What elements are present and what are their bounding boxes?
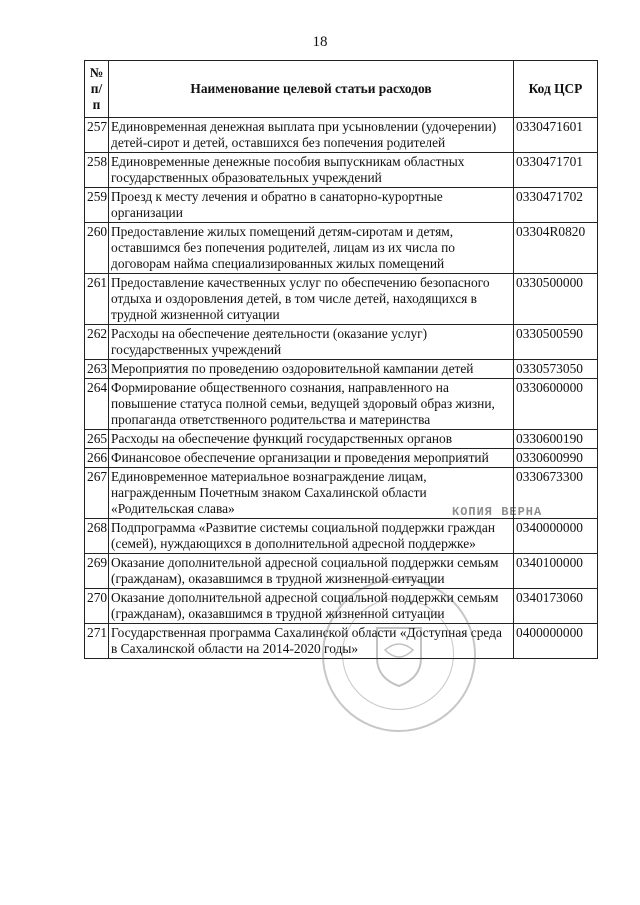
- row-code: 0400000000: [514, 624, 598, 659]
- row-name: Оказание дополнительной адресной социальной поддержки семьям (гражданам), оказавшимся в трудной жизненной ситуации: [109, 589, 514, 624]
- row-code: 0330673300: [514, 468, 598, 519]
- budget-code-table: [84, 60, 598, 659]
- row-number: 258: [85, 153, 109, 188]
- row-name: Предоставление жилых помещений детям-сиротам и детям, оставшимся без попечения родителей, лицам из их числа по договорам найма специализированных жилых помещений: [109, 223, 514, 274]
- row-number: 261: [85, 274, 109, 325]
- row-number: 271: [85, 624, 109, 659]
- row-number: 269: [85, 554, 109, 589]
- row-number: 265: [85, 430, 109, 449]
- row-number: 264: [85, 379, 109, 430]
- row-number: 262: [85, 325, 109, 360]
- row-code: 0330600000: [514, 379, 598, 430]
- row-number: 257: [85, 118, 109, 153]
- row-code: 03304R0820: [514, 223, 598, 274]
- table-row: [85, 118, 598, 153]
- table-row: [85, 519, 598, 554]
- row-number: 267: [85, 468, 109, 519]
- row-code: 0330471701: [514, 153, 598, 188]
- row-name: Расходы на обеспечение деятельности (оказание услуг) государственных учреждений: [109, 325, 514, 360]
- row-name: Подпрограмма «Развитие системы социальной поддержки граждан (семей), нуждающихся в дополнительной адресной поддержке»: [109, 519, 514, 554]
- row-code: 0340000000: [514, 519, 598, 554]
- table-row: [85, 379, 598, 430]
- table-row: [85, 554, 598, 589]
- table-row: [85, 223, 598, 274]
- row-number: 266: [85, 449, 109, 468]
- row-name: Предоставление качественных услуг по обеспечению безопасного отдыха и оздоровления детей, в том числе детей, находящихся в трудной жизненной ситуации: [109, 274, 514, 325]
- row-code: 0330500590: [514, 325, 598, 360]
- page-number: 18: [312, 34, 328, 50]
- row-code: 0330600190: [514, 430, 598, 449]
- row-number: 260: [85, 223, 109, 274]
- row-number: 270: [85, 589, 109, 624]
- copy-certified-stamp: КОПИЯ ВЕРНА: [452, 505, 543, 519]
- row-name: Единовременная денежная выплата при усыновлении (удочерении) детей-сирот и детей, оставшихся без попечения родителей: [109, 118, 514, 153]
- table-row: [85, 325, 598, 360]
- row-code: 0340100000: [514, 554, 598, 589]
- row-name: Проезд к месту лечения и обратно в санаторно-курортные организации: [109, 188, 514, 223]
- row-code: 0330600990: [514, 449, 598, 468]
- row-code: 0340173060: [514, 589, 598, 624]
- row-name: Государственная программа Сахалинской области «Доступная среда в Сахалинской области на 2014-2020 годы»: [109, 624, 514, 659]
- table-row: [85, 188, 598, 223]
- row-number: 259: [85, 188, 109, 223]
- row-code: 0330500000: [514, 274, 598, 325]
- row-name: Расходы на обеспечение функций государственных органов: [109, 430, 514, 449]
- table-header-row: [85, 61, 598, 118]
- row-name: Мероприятия по проведению оздоровительной кампании детей: [109, 360, 514, 379]
- header-name: Наименование целевой статьи расходов: [109, 61, 514, 118]
- row-code: 0330573050: [514, 360, 598, 379]
- coat-of-arms-icon: [369, 620, 429, 690]
- row-name: Единовременные денежные пособия выпускникам областных государственных образовательных учреждений: [109, 153, 514, 188]
- row-number: 268: [85, 519, 109, 554]
- official-seal: [322, 578, 476, 732]
- header-number: № п/п: [85, 61, 109, 118]
- row-code: 0330471601: [514, 118, 598, 153]
- row-number: 263: [85, 360, 109, 379]
- header-code: Код ЦСР: [514, 61, 598, 118]
- table-row: [85, 274, 598, 325]
- row-name: Формирование общественного сознания, направленного на повышение статуса полной семьи, ведущей здоровый образ жизни, пропаганда ответственного родительства и материнства: [109, 379, 514, 430]
- table-row: [85, 449, 598, 468]
- row-name: Оказание дополнительной адресной социальной поддержки семьям (гражданам), оказавшимся в трудной жизненной ситуации: [109, 554, 514, 589]
- row-name: Единовременное материальное вознаграждение лицам, награжденным Почетным знаком Сахалинской области «Родительская слава»: [109, 468, 514, 519]
- row-name: Финансовое обеспечение организации и проведения мероприятий: [109, 449, 514, 468]
- table-row: [85, 430, 598, 449]
- table-row: [85, 153, 598, 188]
- row-code: 0330471702: [514, 188, 598, 223]
- table-row: [85, 360, 598, 379]
